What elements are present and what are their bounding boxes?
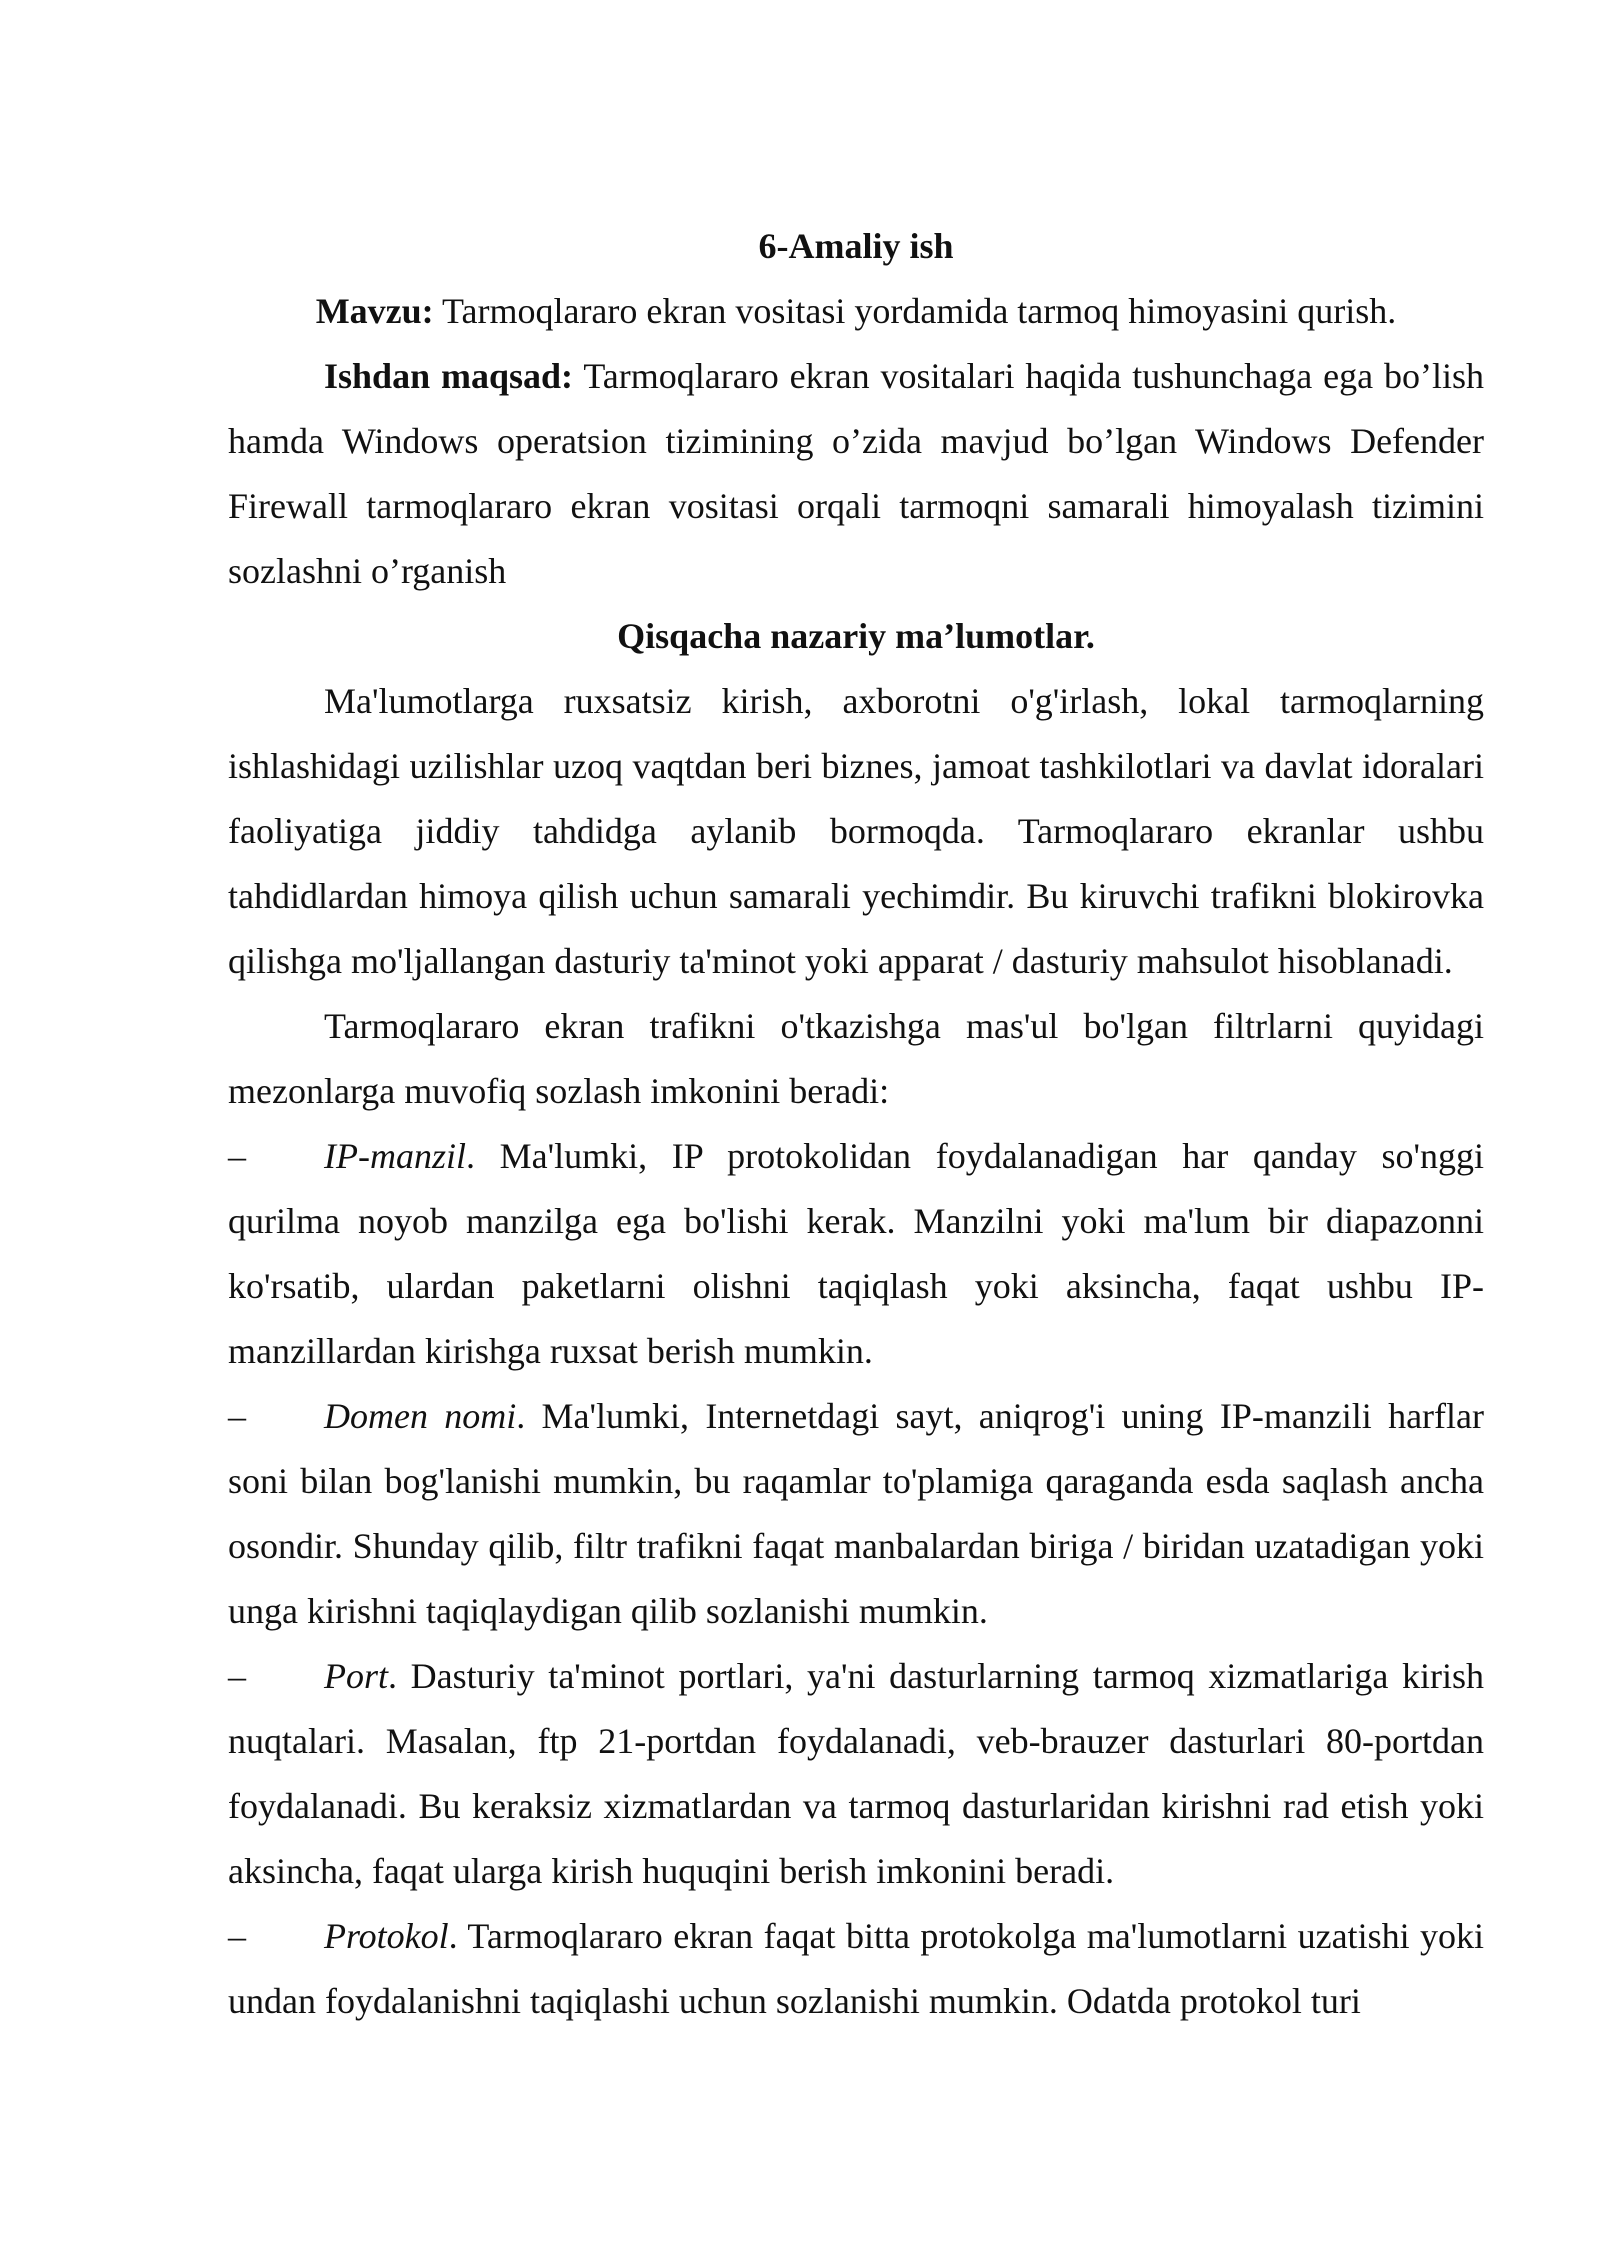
topic-text: Tarmoqlararo ekran vositasi yordamida tarmoq himoyasini qurish. (433, 291, 1397, 331)
bullet-dash: – (228, 1656, 246, 1696)
topic-label: Mavzu: (315, 291, 434, 331)
bullet-term: Protokol (324, 1916, 449, 1956)
bullet-dash: – (228, 1396, 246, 1436)
bullet-dash: – (228, 1136, 246, 1176)
bullet-protocol (228, 1904, 1484, 2034)
bullet-term: Port (324, 1656, 389, 1696)
bullet-dash: – (228, 1916, 246, 1956)
paragraph-2: Tarmoqlararo ekran trafikni o'tkazishga mas'ul bo'lgan filtrlarni quyidagi mezonlarga muvofiq sozlash imkonini beradi: (228, 1006, 1484, 1111)
bullet-text: . Dasturiy ta'minot portlari, ya'ni dasturlarning tarmoq xizmatlariga kirish nuqtalari. Masalan, ftp 21-portdan foydalanadi, veb-brauzer dasturlari 80-portdan foydalanadi. Bu keraksiz xizmatlardan va tarmoq dasturlaridan kirishni rad etish yoki aksincha, faqat ularga kirish huquqini berish imkonini beradi. (228, 1656, 1484, 1891)
document-page (228, 214, 1484, 2034)
bullet-ip-address (228, 1124, 1484, 1384)
goal-text: Tarmoqlararo ekran vositalari haqida tushunchaga ega bo’lish hamda Windows operatsion tizimining o’zida mavjud bo’lgan Windows Defender Firewall tarmoqlararo ekran vositasi orqali tarmoqni samarali himoyalash tizimini sozlashni o’rganish (228, 356, 1484, 591)
document-title: 6-Amaliy ish (758, 226, 954, 266)
bullet-text: . Ma'lumki, Internetdagi sayt, aniqrog'i uning IP-manzili harflar soni bilan bog'lanishi mumkin, bu raqamlar to'plamiga qaraganda esda saqlash ancha osondir. Shunday qilib, filtr trafikni faqat manbalardan biriga / biridan uzatadigan yoki unga kirishni taqiqlaydigan qilib sozlanishi mumkin. (228, 1396, 1484, 1631)
topic-line (228, 279, 1484, 344)
bullet-port (228, 1644, 1484, 1904)
bullet-term: Domen nomi (324, 1396, 517, 1436)
bullet-term: IP-manzil (324, 1136, 466, 1176)
goal-paragraph (228, 344, 1484, 604)
bullet-domain-name (228, 1384, 1484, 1644)
paragraph-1: Ma'lumotlarga ruxsatsiz kirish, axborotni o'g'irlash, lokal tarmoqlarning ishlashidagi uzilishlar uzoq vaqtdan beri biznes, jamoat tashkilotlari va davlat idoralari faoliyatiga jiddiy tahdidga aylanib bormoqda. Tarmoqlararo ekranlar ushbu tahdidlardan himoya qilish uchun samarali yechimdir. Bu kiruvchi trafikni blokirovka qilishga mo'ljallangan dasturiy ta'minot yoki apparat / dasturiy mahsulot hisoblanadi. (228, 681, 1484, 981)
bullet-text: . Ma'lumki, IP protokolidan foydalanadigan har qanday so'nggi qurilma noyob manzilga ega bo'lishi kerak. Manzilni yoki ma'lum bir diapazonni ko'rsatib, ulardan paketlarni olishni taqiqlash yoki aksincha, faqat ushbu IP-manzillardan kirishga ruxsat berish mumkin. (228, 1136, 1484, 1371)
section-heading: Qisqacha nazariy ma’lumotlar. (617, 616, 1095, 656)
bullet-text: . Tarmoqlararo ekran faqat bitta protokolga ma'lumotlarni uzatishi yoki undan foydalanishni taqiqlashi uchun sozlanishi mumkin. Odatda protokol turi (228, 1916, 1484, 2021)
goal-label: Ishdan maqsad: (324, 356, 574, 396)
